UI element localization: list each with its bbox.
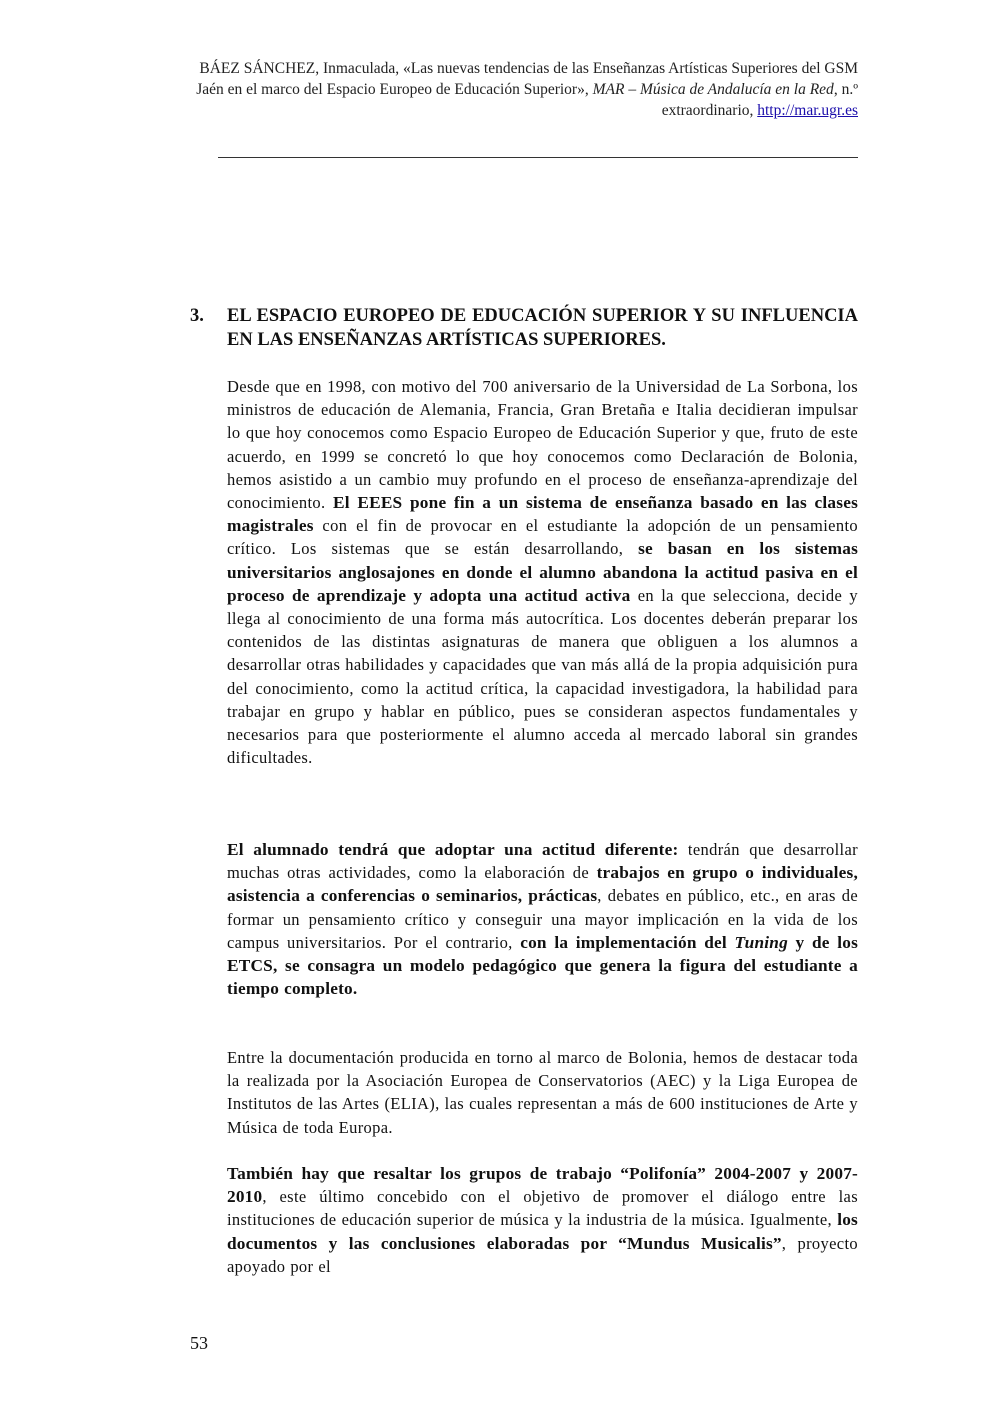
p4-bold-1: También hay que resaltar los grupos de trabajo “Polifonía” 2004-2007 y 2007-2010 [227,1164,858,1207]
header-link[interactable]: http://mar.ugr.es [757,102,858,119]
p4-text-1: , este último concebido con el objetivo de promover el diálogo entre las instituciones de educación superior de música y la industria de la música. Igualmente, [227,1187,858,1230]
p1-text-2: con el fin de provocar en el estudiante la adopción de un pensamiento crítico. Los sistemas que se están desarrollando, [227,516,858,559]
p2-bold-italic: Tuning [734,932,788,952]
p2-bold-4: y de los ETCS, se consagra un modelo pedagógico que genera la figura del estudiante a tiempo completo. [227,932,858,999]
paragraph-1 [227,375,858,769]
running-header [190,58,858,121]
header-journal: MAR – Música de Andalucía en la Red [592,81,834,98]
p1-text-1: Desde que en 1998, con motivo del 700 aniversario de la Universidad de La Sorbona, los ministros de educación de Alemania, Francia, Gran Bretaña e Italia decidieran impulsar lo que hoy conocemos como Espacio Europeo de Educación Superior y que, fruto de este acuerdo, en 1999 se concretó lo que hoy conocemos como Declaración de Bolonia, hemos asistido a un cambio muy profundo en el proceso de enseñanza-aprendizaje del conocimiento. [227,377,858,513]
p1-text-3: en la que selecciona, decide y llega al conocimiento de una forma más autocrítica. Los docentes deberán preparar los contenidos de las distintas asignaturas de manera que obliguen a los alumnos a desarrollar otras habilidades y capacidades que van más allá de la propia adquisición pura del conocimiento, como la actitud crítica, la capacidad investigadora, la habilidad para trabajar en grupo y hablar en público, pues se consideran aspectos fundamentales y necesarios para que posteriormente el alumno acceda al mercado laboral sin grandes dificultades. [227,585,858,768]
header-author: BÁEZ SÁNCHEZ [199,60,316,77]
header-issue: , n.º extraordinario, [661,81,858,119]
section-title: EL ESPACIO EUROPEO DE EDUCACIÓN SUPERIOR Y SU INFLUENCIA EN LAS ENSEÑANZAS ARTÍSTICAS SUPERIORES. [227,306,858,350]
header-rule [218,157,858,158]
p2-bold-1: El alumnado tendrá que adoptar una actitud diferente: [227,840,679,859]
paragraph-2 [227,838,858,1000]
p2-bold-2: trabajos en grupo o individuales, asistencia a conferencias o seminarios, prácticas [227,863,858,906]
p3-text-1: Entre la documentación producida en torno al marco de Bolonia, hemos de destacar toda la realizada por la Asociación Europea de Conservatorios (AEC) y la Liga Europea de Institutos de las Artes (ELIA), las cuales representan a más de 600 instituciones de Arte y Música de toda Europa. [227,1048,858,1137]
p1-bold-1: El EEES pone fin a un sistema de enseñanza basado en las clases magistrales [227,493,858,536]
p1-bold-2: se basan en los sistemas universitarios anglosajones en donde el alumno abandona la actitud pasiva en el proceso de aprendizaje y adopta una actitud activa [227,539,859,605]
paragraph-4 [227,1162,858,1278]
section-number: 3. [190,306,204,326]
page-number: 53 [190,1333,208,1353]
p2-text-2: , debates en público, etc., en aras de formar un pensamiento crítico y conseguir una mayor implicación en la vida de los campus universitarios. Por el contrario, [227,886,858,952]
p4-text-2: , proyecto apoyado por el [227,1233,858,1276]
header-citation: , Inmaculada, «Las nuevas tendencias de las Enseñanzas Artísticas Superiores del GSM Jaén en el marco del Espacio Europeo de Educación Superior», [196,60,858,98]
p2-bold-3: con la implementación del [520,932,735,952]
p2-text-1: tendrán que desarrollar muchas otras actividades, como la elaboración de [227,840,859,883]
paragraph-3 [227,1046,858,1139]
p4-bold-2: los documentos y las conclusiones elaboradas por “Mundus Musicalis” [227,1210,858,1253]
section-heading [190,304,858,352]
